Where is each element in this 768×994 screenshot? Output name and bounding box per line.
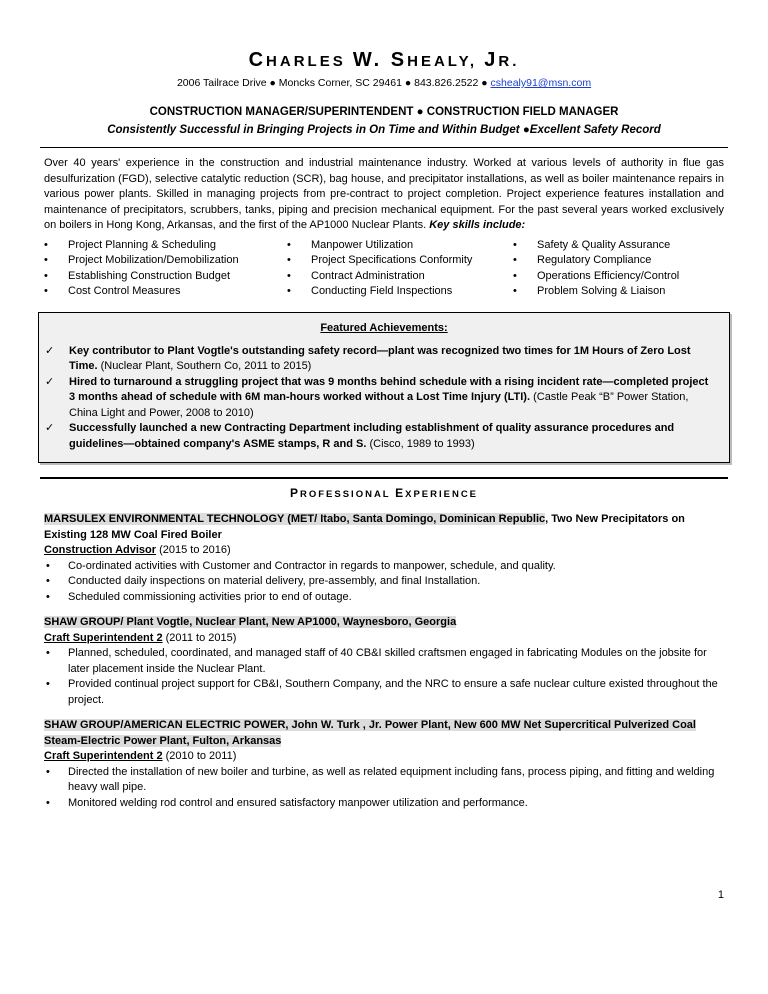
professional-experience-heading: PROFESSIONAL EXPERIENCE [289,486,479,500]
duty-item: • Scheduled commissioning activities prior to end of outage. [44,590,724,606]
job-entry [44,615,724,708]
section-divider [40,477,728,479]
skill-item: • Safety & Quality Assurance [513,238,723,254]
header-divider [40,147,728,148]
skills-column-1 [44,238,287,300]
job-company: SHAW GROUP/AMERICAN ELECTRIC POWER, John W. Turk , Jr. Power Plant, New 600 MW Net Supercritical Pulverized Coal Steam-Electric Power Plant, Fulton, Arkansas [44,719,696,747]
job-entry [44,512,724,605]
skill-item: • Regulatory Compliance [513,253,723,269]
headline: CONSTRUCTION MANAGER/SUPERINTENDENT ● CONSTRUCTION FIELD MANAGER [149,106,619,118]
email-link[interactable]: cshealy91@msn.com [490,77,592,89]
skill-item: • Project Specifications Conformity [287,253,513,269]
summary-paragraph: Over 40 years' experience in the construction and industrial maintenance industry. Worked at various levels of authority in flue gas desulfurization (FGD), selective catalytic reduction (SCR), bag house, and precipitator installations, as well as boiler maintenance repairs in various power plants. Skilled in managing projects from pre-contract to project completion. Project experience features installation and maintenance of precipitators, scrubbers, tanks, piping and precision mechanical equipment. For the past several years worked exclusively on boilers in Hong Kong, Arkansas, and the first of the AP1000 Nuclear Plants. Key skills include: [44,157,724,231]
key-skills [44,238,724,300]
skill-item: • Establishing Construction Budget [44,269,287,285]
duty-item: • Co-ordinated activities with Customer and Contractor in regards to manpower, schedule, and quality. [44,559,724,575]
skill-item: • Project Planning & Scheduling [44,238,287,254]
skill-item: • Contract Administration [287,269,513,285]
checkmark-icon: ✓ [45,422,55,434]
skill-item: • Problem Solving & Liaison [513,284,723,300]
duty-item: • Provided continual project support for CB&I, Southern Company, and the NRC to ensure a safe nuclear culture existed throughout the project. [44,677,724,708]
duty-item: • Planned, scheduled, coordinated, and managed staff of 40 CB&I skilled craftsmen engaged in fabricating Modules on the jobsite for later placement inside the Nuclear Plant. [44,646,724,677]
achievement-item: ✓ Hired to turnaround a struggling project that was 9 months behind schedule with a rising incident rate—completed project 3 months ahead of schedule with 6M man-hours worked without a Lost Time Injury (LTI). (Castle Peak “B” Power Station, China Light and Power, 2008 to 2010) [45,375,709,419]
job-title: Craft Superintendent 2 (2010 to 2011) [44,750,237,762]
checkmark-icon: ✓ [45,375,55,388]
page-number: 1 [717,889,724,901]
achievements-list [39,344,729,453]
job-duties [44,559,724,606]
skill-item: • Cost Control Measures [44,284,287,300]
job-duties [44,646,724,708]
checkmark-icon: ✓ [45,344,55,357]
achievements-title: Featured Achievements: [320,321,448,334]
job-entry [44,718,724,811]
job-company: MARSULEX ENVIRONMENTAL TECHNOLOGY (MET/ Itabo, Santa Domingo, Dominican Republic, Two New Precipitators on Existing 128 MW Coal Fired Boiler [44,513,685,541]
duty-item: • Monitored welding rod control and ensured satisfactory manpower utilization and performance. [44,796,724,812]
resume-page [44,0,724,811]
skill-item: • Conducting Field Inspections [287,284,513,300]
contact-line: 2006 Tailrace Drive ● Moncks Corner, SC 29461 ● 843.826.2522 ● cshealy91@msn.com [176,77,592,89]
duty-item: • Directed the installation of new boiler and turbine, as well as related equipment including fans, process piping, and fitting and welding heavy wall pipe. [44,765,724,796]
skill-item: • Operations Efficiency/Control [513,269,723,285]
achievement-item: ✓ Successfully launched a new Contracting Department including establishment of quality assurance procedures and guidelines—obtained company's ASME stamps, R and S. (Cisco, 1989 to 1993) [45,422,675,450]
tagline: Consistently Successful in Bringing Projects in On Time and Within Budget ●Excellent Safety Record [107,124,661,136]
featured-achievements-box [38,312,730,464]
skill-item: • Manpower Utilization [287,238,513,254]
duty-item: • Conducted daily inspections on material delivery, pre-assembly, and final Installation. [44,574,724,590]
skills-column-3 [513,238,723,300]
achievement-item: ✓ Key contributor to Plant Vogtle's outstanding safety record—plant was recognized two times for 1M Hours of Zero Lost Time. (Nuclear Plant, Southern Co, 2011 to 2015) [45,344,691,372]
job-title: Craft Superintendent 2 (2011 to 2015) [44,631,237,644]
job-company: SHAW GROUP/ Plant Vogtle, Nuclear Plant, New AP1000, Waynesboro, Georgia [44,616,457,628]
job-title: Construction Advisor (2015 to 2016) [44,544,231,556]
candidate-name: CHARLES W. SHEALY, JR. [248,49,520,71]
skill-item: • Project Mobilization/Demobilization [44,253,287,269]
skills-column-2 [287,238,513,300]
job-duties [44,765,724,812]
